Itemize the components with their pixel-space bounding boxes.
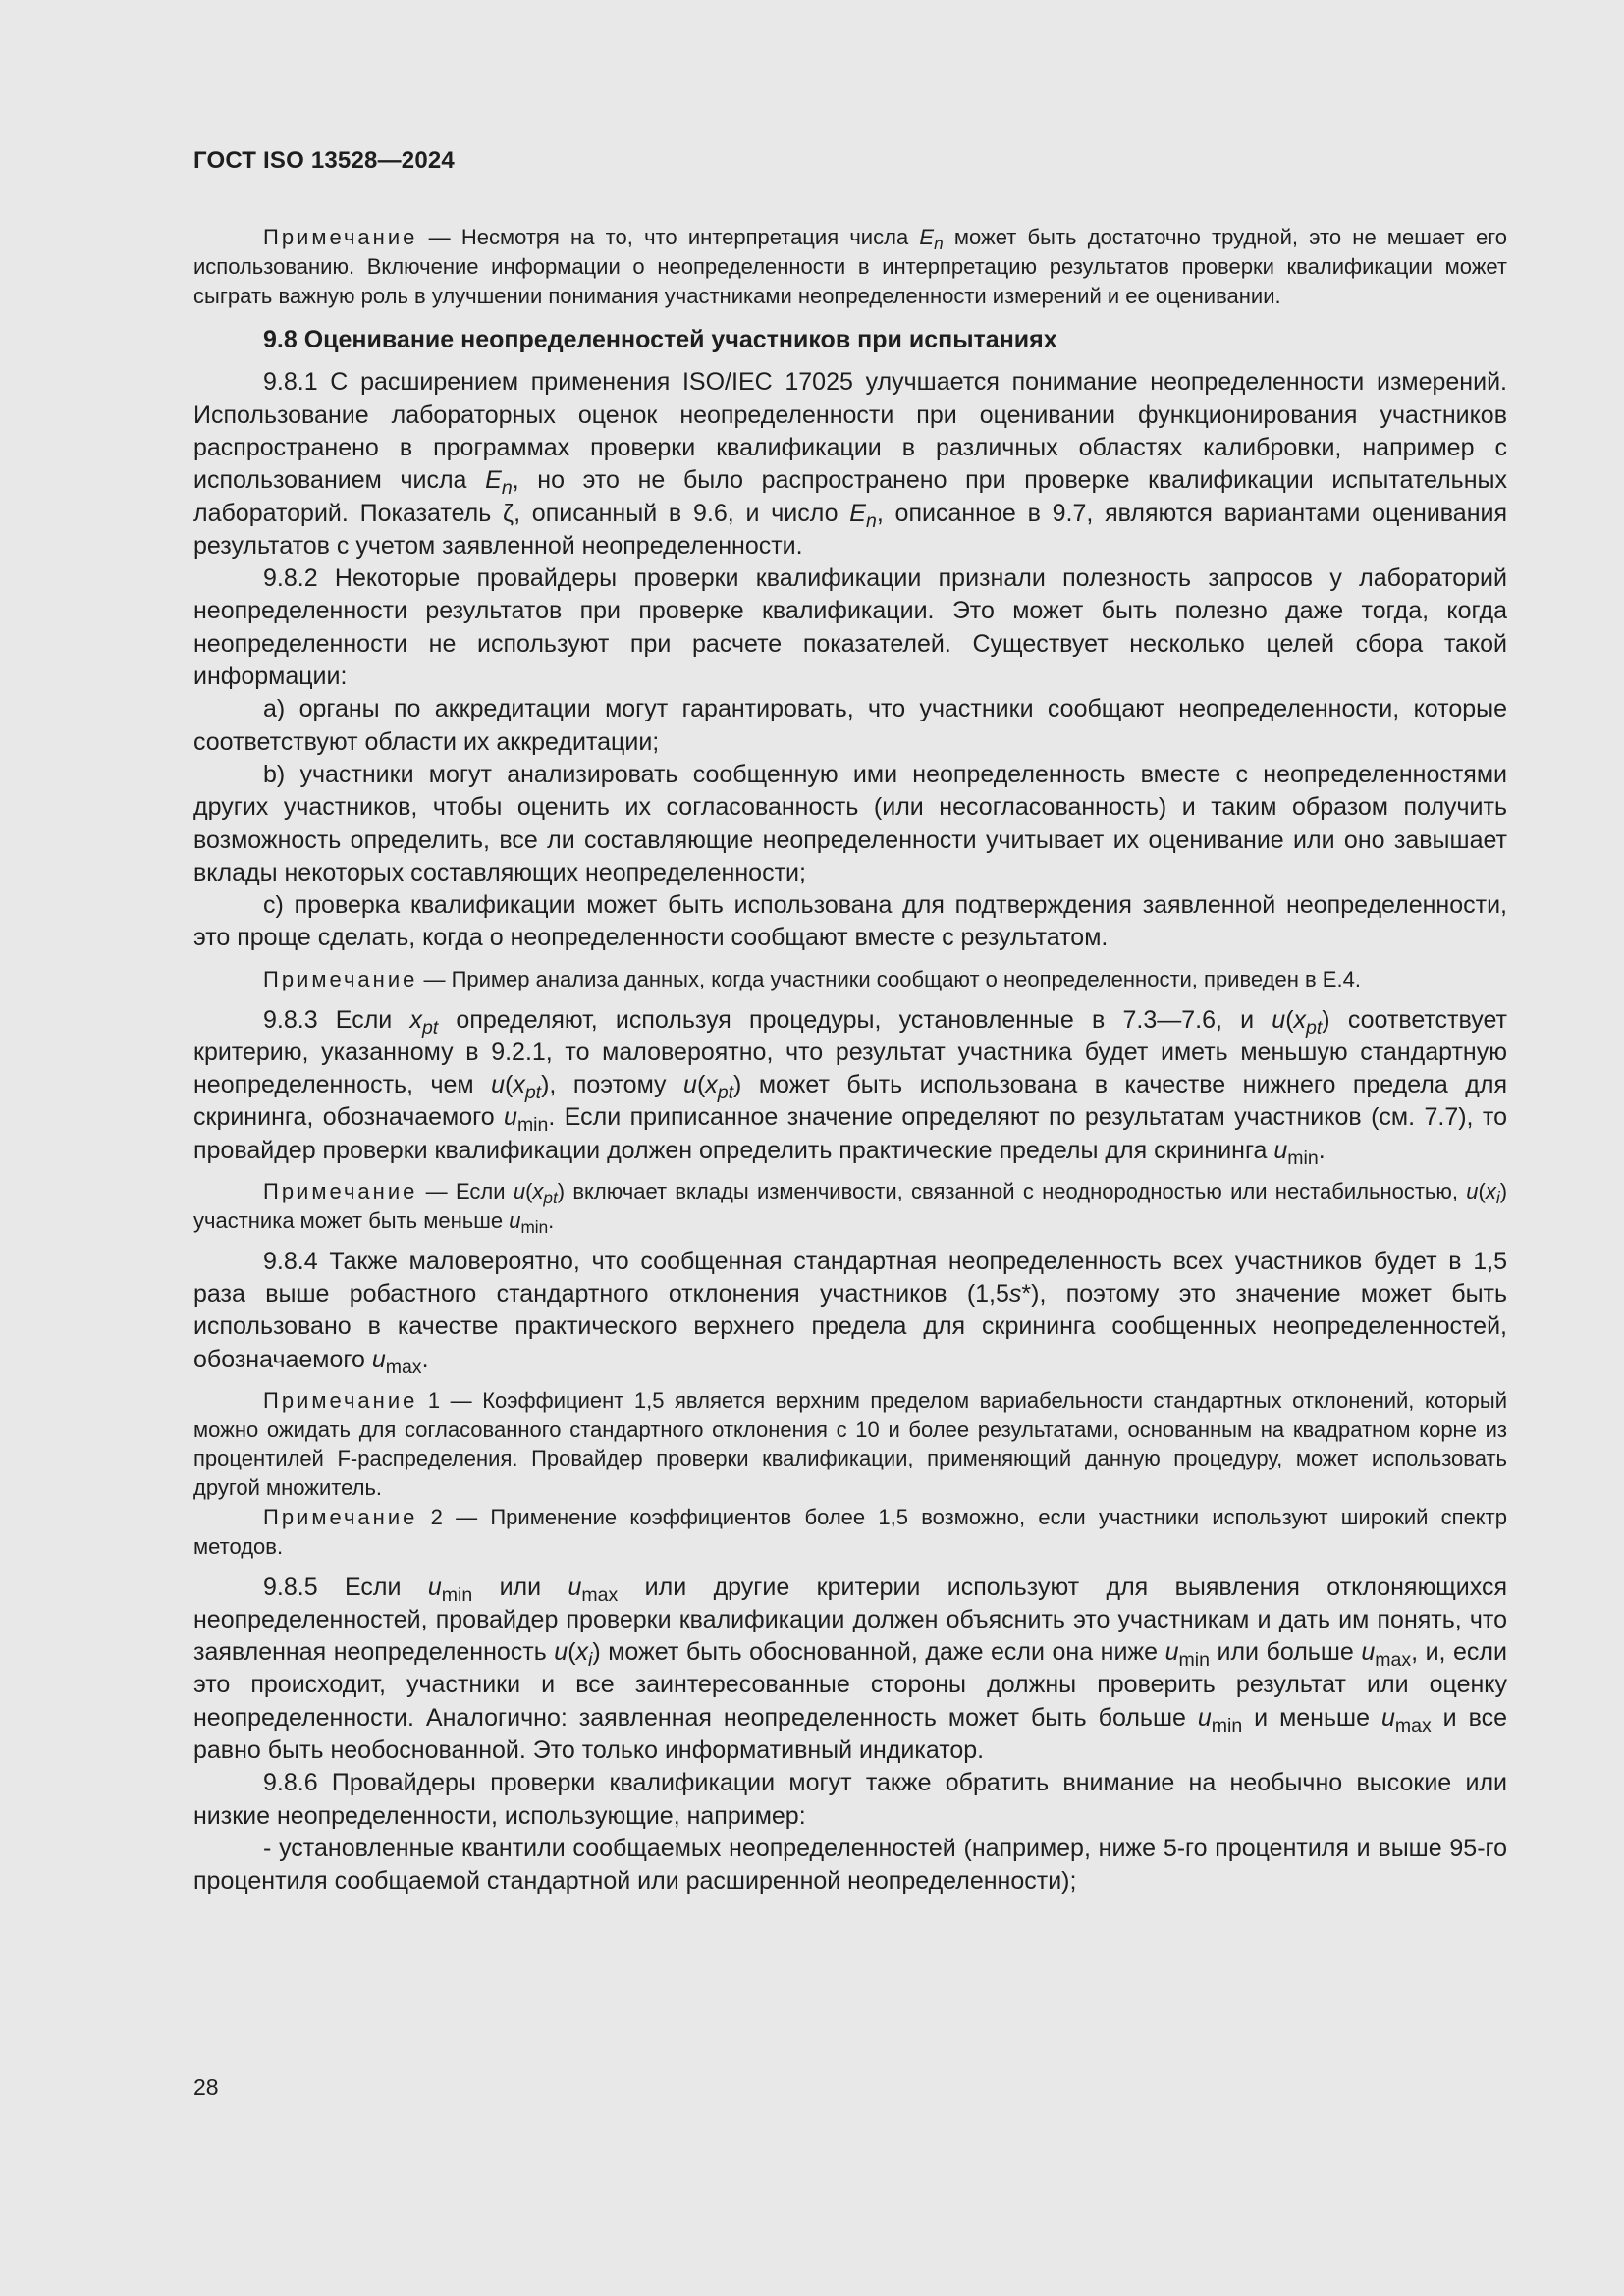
paragraph-9-8-5: 9.8.5 Если $u_{min}$ или $u_{max}$ или другие критерии используют для выявления отклоняющихся неопределенностей, провайдер проверки квалификации должен объяснить это участникам и дать им понять, что заявленная неопределенность $u(x_i)$ может быть обоснованной, даже если она ниже $u_{min}$ или больше $u_{max}$, и, если это происходит, участники и все заинтересованные стороны должны проверить результат или оценку неопределенности. Аналогично: заявленная неопределенность может быть больше $u_{min}$ и меньше $u_{max}$ и все равно быть необоснованной. Это только информативный индикатор. xyxy=(193,1573,1507,1765)
note-9-8-4-2: Примечание 2 — Применение коэффициентов более 1,5 возможно, если участники используют широкий спектр методов. xyxy=(193,1504,1507,1559)
list-item-dash: - установленные квантили сообщаемых неопределенностей (например, ниже 5-го процентиля и выше 95-го процентиля сообщаемой стандартной или расширенной неопределенности); xyxy=(193,1834,1507,1896)
paragraph-9-8-4: 9.8.4 Также маловероятно, что сообщенная стандартная неопределенность всех участников будет в 1,5 раза выше робастного стандартного отклонения участников (1,5s*), поэтому это значение может быть использовано в качестве практического верхнего предела для скрининга сообщенных неопределенностей, обозначаемого $u_{max}$. xyxy=(193,1247,1508,1378)
section-heading-9-8: 9.8 Оценивание неопределенностей участников при испытаниях xyxy=(263,326,1057,354)
paragraph-9-8-3: 9.8.3 Если $x_{pt}$ определяют, используя процедуры, установленные в 7.3—7.6, и $u(x_{pt})$ соответствует критерию, указанному в 9.2.1, то маловероятно, что результат участника будет иметь меньшую стандартную неопределенность, чем $u(x_{pt})$, поэтому $u(x_{pt})$ может быть использована в качестве нижнего предела для скрининга, обозначаемого $u_{min}$. Если приписанное значение определяют по результатам участников (см. 7.7), то провайдер проверки квалификации должен определить практические пределы для скрининга $u_{min}$. xyxy=(193,1005,1507,1169)
list-item-c: c) проверка квалификации может быть использована для подтверждения заявленной неопределенности, это проще сделать, когда о неопределенности сообщают вместе с результатом. xyxy=(193,891,1507,952)
note-9-8-4-1: Примечание 1 — Коэффициент 1,5 является верхним пределом вариабельности стандартных отклонений, который можно ожидать для согласованного стандартного отклонения с 10 и более результатами, основанным на квадратном корне из процентилей F-распределения. Провайдер проверки квалификации, применяющий данную процедуру, может использовать другой множитель. xyxy=(193,1387,1507,1501)
note-9-8-3: Примечание — Если $u(x_{pt})$ включает вклады изменчивости, связанной с неоднородностью или нестабильностью, $u(x_i)$ участника может быть меньше $u_{min}$. xyxy=(193,1179,1508,1237)
page-number: 28 xyxy=(193,2074,219,2100)
note-9-8-2: Примечание — Пример анализа данных, когда участники сообщают о неопределенности, приведен в Е.4. xyxy=(263,966,1361,991)
note-intro: Примечание — Несмотря на то, что интерпретация числа $E_n$ может быть достаточно трудной, это не мешает его использованию. Включение информации о неопределенности в интерпретацию результатов проверки квалификации может сыграть важную роль в улучшении понимания участниками неопределенности измерений и ее оценивании. xyxy=(193,225,1508,308)
paragraph-9-8-2: 9.8.2 Некоторые провайдеры проверки квалификации признали полезность запросов у лабораторий неопределенности результатов при проверке квалификации. Это может быть полезно даже тогда, когда неопределенности не используют при расчете показателей. Существует несколько целей сбора такой информации: xyxy=(193,564,1507,691)
list-item-b: b) участники могут анализировать сообщенную ими неопределенность вместе с неопределенностями других участников, чтобы оценить их согласованность (или несогласованность) и таким образом получить возможность определить, все ли составляющие неопределенности учитывает их оценивание или оно завышает вклады некоторых составляющих неопределенности; xyxy=(193,760,1507,886)
paragraph-9-8-6: 9.8.6 Провайдеры проверки квалификации могут также обратить внимание на необычно высокие или низкие неопределенности, использующие, например: xyxy=(193,1769,1507,1830)
document-header: ГОСТ ISO 13528—2024 xyxy=(193,147,455,174)
list-item-a: a) органы по аккредитации могут гарантировать, что участники сообщают неопределенности, которые соответствуют области их аккредитации; xyxy=(193,695,1507,756)
paragraph-9-8-1: 9.8.1 С расширением применения ISO/IEC 17025 улучшается понимание неопределенности измерений. Использование лабораторных оценок неопределенности при оценивании функционирования участников распространено в программах проверки квалификации в различных областях калибровки, например с использованием числа $E_n$, но это не было распространено при проверке квалификации испытательных лабораторий. Показатель ζ, описанный в 9.6, и число $E_n$, описанное в 9.7, являются вариантами оценивания результатов с учетом заявленной неопределенности. xyxy=(193,368,1507,560)
page-content xyxy=(193,223,1507,1898)
